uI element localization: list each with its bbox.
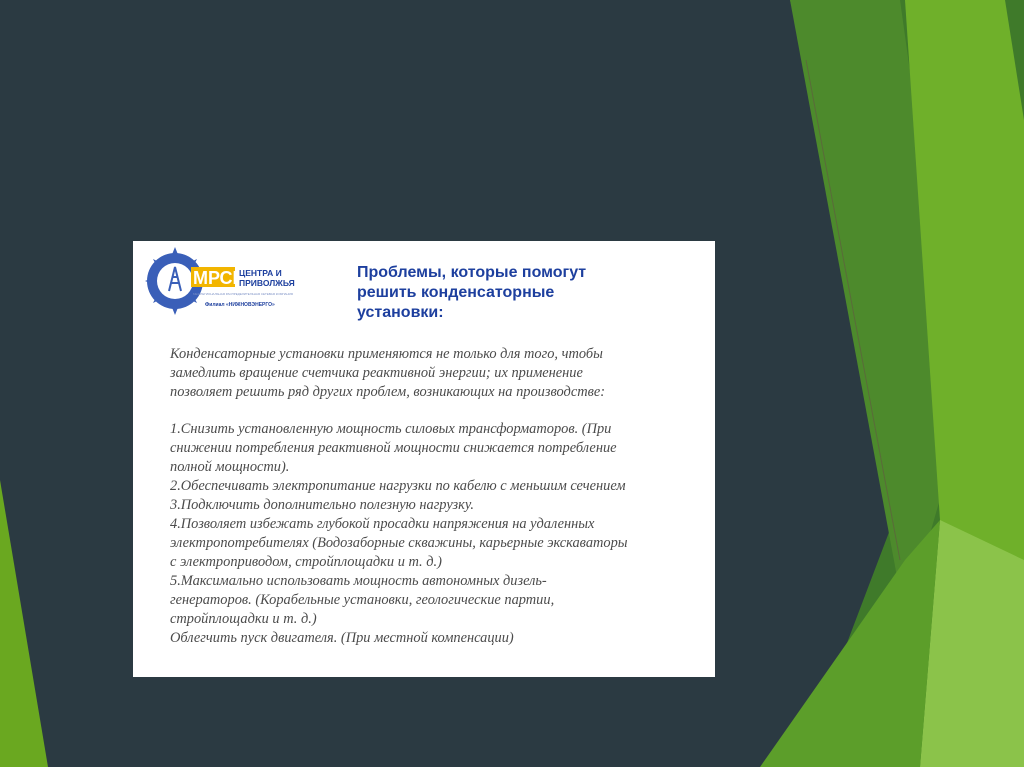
logo-brand-side-1: ЦЕНТРА И: [239, 268, 282, 278]
item-1-line: снижении потребления реактивной мощности снижается потребление: [170, 440, 617, 456]
mrsk-logo: [135, 243, 313, 317]
logo-branch: Филиал «НИЖНОВЭНЕРГО»: [205, 302, 275, 308]
paragraph-gap: [170, 402, 700, 420]
intro-line: Конденсаторные установки применяются не только для того, чтобы: [170, 346, 603, 362]
item-5-line: генераторов. (Корабельные установки, геологические партии,: [170, 592, 555, 608]
item-4-line: 4.Позволяет избежать глубокой просадки напряжения на удаленных: [170, 516, 595, 532]
bottom-green-wedge: [760, 520, 940, 767]
body-text: [170, 345, 700, 648]
left-green-stripe: [0, 480, 48, 767]
item-4-line: с электроприводом, стройплощадки и т. д.): [170, 554, 442, 570]
item-5-line: стройплощадки и т. д.): [170, 611, 317, 627]
item-1-line: 1.Снизить установленную мощность силовых трансформаторов. (При: [170, 421, 612, 437]
logo-brand-main: МРСК: [193, 268, 244, 288]
slide-heading: [357, 263, 677, 323]
item-2-line: 2.Обеспечивать электропитание нагрузки по кабелю с меньшим сечением: [170, 478, 626, 494]
content-image-card: [133, 241, 715, 677]
logo-brand-side-2: ПРИВОЛЖЬЯ: [239, 278, 295, 288]
heading-line-2: решить конденсаторные: [357, 284, 555, 301]
logo-tagline: МЕЖРЕГИОНАЛЬНАЯ РАСПРЕДЕЛИТЕЛЬНАЯ СЕТЕВАЯ КОМПАНИЯ: [193, 292, 293, 296]
heading-line-1: Проблемы, которые помогут: [357, 264, 587, 281]
item-1-line: полной мощности).: [170, 459, 290, 475]
item-6-line: Облегчить пуск двигателя. (При местной компенсации): [170, 630, 514, 646]
item-5-line: 5.Максимально использовать мощность автономных дизель-: [170, 573, 547, 589]
item-3-line: 3.Подключить дополнительно полезную нагрузку.: [170, 497, 474, 513]
intro-line: позволяет решить ряд других проблем, возникающих на производстве:: [170, 384, 606, 400]
intro-line: замедлить вращение счетчика реактивной энергии; их применение: [170, 365, 583, 381]
heading-line-3: установки:: [357, 304, 444, 321]
item-4-line: электропотребителях (Водозаборные скважины, карьерные экскаваторы: [170, 535, 628, 551]
